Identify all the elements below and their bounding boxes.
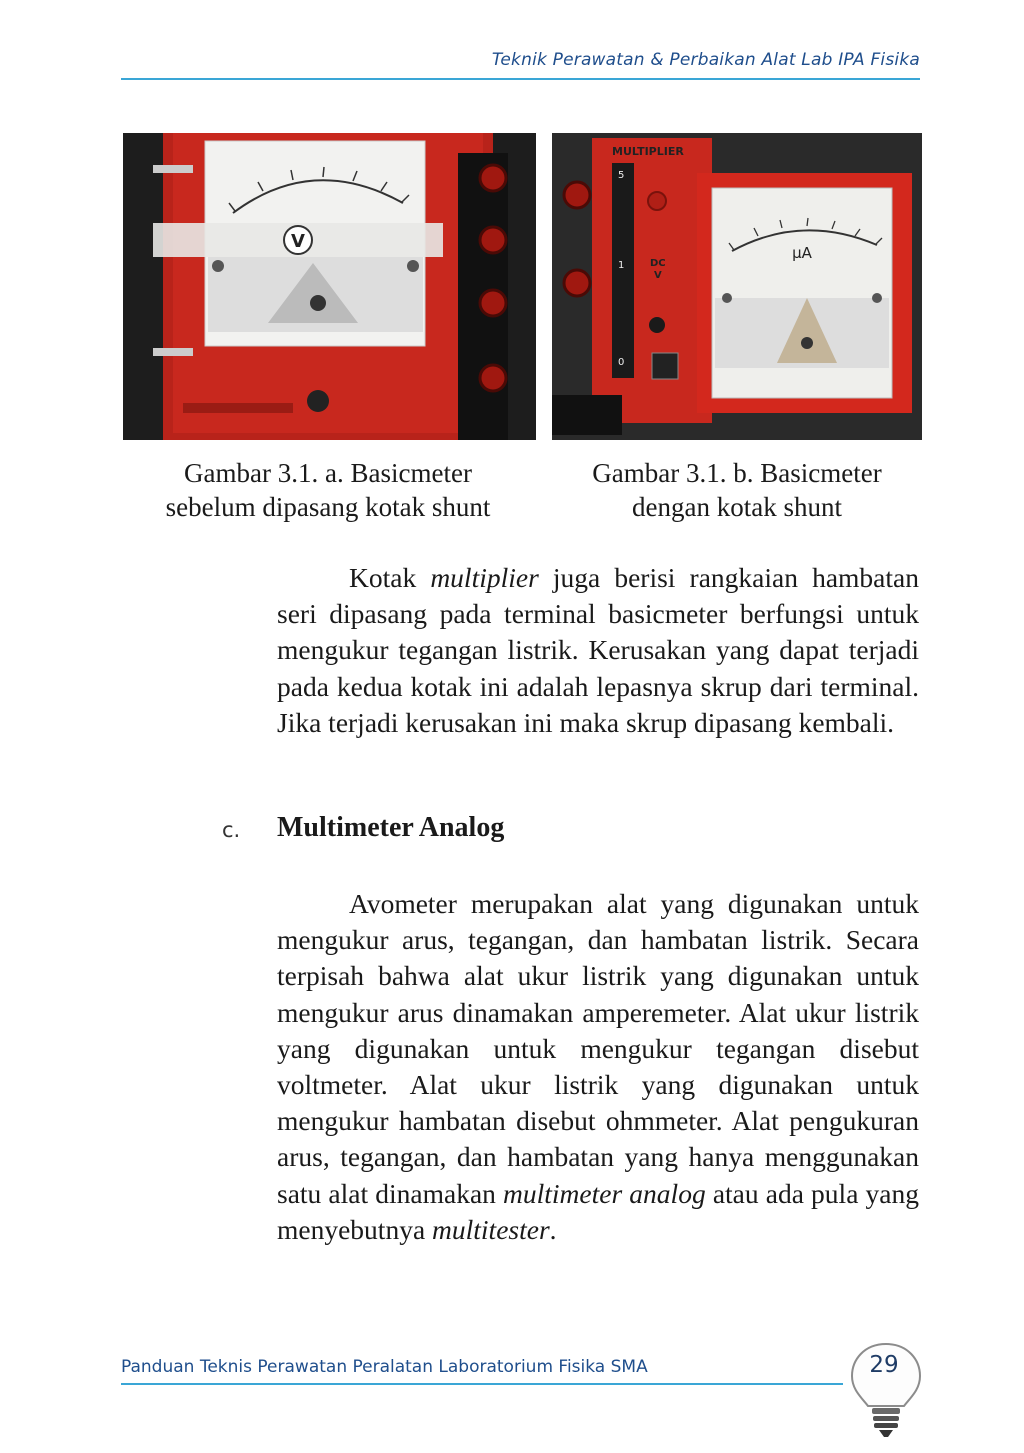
figure-b-scale-5: 5 bbox=[618, 170, 625, 181]
figure-b-caption-line1: Gambar 3.1. b. Basicmeter bbox=[592, 458, 882, 488]
running-header: Teknik Perawatan & Perbaikan Alat Lab IPA Fisika bbox=[491, 50, 920, 70]
figure-b-scale-0: 0 bbox=[618, 357, 625, 368]
figure-b-panel-label: MULTIPLIER bbox=[612, 145, 684, 158]
running-footer: Panduan Teknis Perawatan Peralatan Laboratorium Fisika SMA bbox=[121, 1357, 648, 1377]
paragraph-2-emphasis-2: multitester bbox=[432, 1213, 550, 1245]
figure-b-caption-line2: dengan kotak shunt bbox=[632, 492, 842, 522]
paragraph-2-mid: atau ada pula yang menyebutnya bbox=[277, 1177, 919, 1245]
footer-rule bbox=[121, 1383, 843, 1385]
figure-b-photo bbox=[552, 133, 922, 440]
paragraph-2-start: Avometer merupakan alat yang digunakan untuk mengukur arus, tegangan, dan hambatan listrik. Secara terpisah bahwa alat ukur listrik yang digunakan untuk mengukur arus dinamakan amperemeter. Alat ukur listrik yang digunakan untuk mengukur tegangan disebut voltmeter. Alat ukur listrik yang digunakan untuk mengukur hambatan disebut ohmmeter. Alat pengukuran arus, tegangan, dan hambatan yang hanya menggunakan satu alat dinamakan bbox=[277, 888, 919, 1209]
figure-a-caption-line2: sebelum dipasang kotak shunt bbox=[165, 492, 491, 522]
header-rule bbox=[121, 78, 920, 80]
paragraph-2-emphasis-1: multimeter analog bbox=[503, 1177, 706, 1209]
paragraph-multiplier bbox=[277, 560, 919, 741]
figure-b-panel-unit: V bbox=[654, 270, 662, 281]
figure-b-scale-1: 1 bbox=[618, 260, 625, 271]
section-heading: Multimeter Analog bbox=[277, 812, 505, 843]
figure-a-caption bbox=[118, 456, 538, 524]
paragraph-avometer bbox=[277, 886, 919, 1248]
figure-a-photo bbox=[123, 133, 536, 440]
paragraph-1-start: Kotak bbox=[349, 562, 431, 593]
figure-a-caption-line1: Gambar 3.1. a. Basicmeter bbox=[184, 458, 472, 488]
figure-a-meter-unit: V bbox=[291, 231, 305, 252]
figure-b-panel-mode: DC bbox=[650, 258, 666, 269]
section-marker: c. bbox=[222, 818, 241, 842]
paragraph-2-end: . bbox=[549, 1213, 557, 1245]
page-number: 29 bbox=[869, 1352, 899, 1378]
figure-b-meter-unit: µA bbox=[792, 244, 812, 262]
paragraph-1-end: juga berisi rangkaian hambatan seri dipasang pada terminal basicmeter berfungsi untuk mengukur tegangan listrik. Kerusakan yang dapat terjadi pada kedua kotak ini adalah lepasnya skrup dari terminal. Jika terjadi kerusakan ini maka skrup dipasang kembali. bbox=[277, 562, 919, 738]
paragraph-1-emphasis: multiplier bbox=[430, 562, 539, 593]
figure-b-caption bbox=[552, 456, 922, 524]
